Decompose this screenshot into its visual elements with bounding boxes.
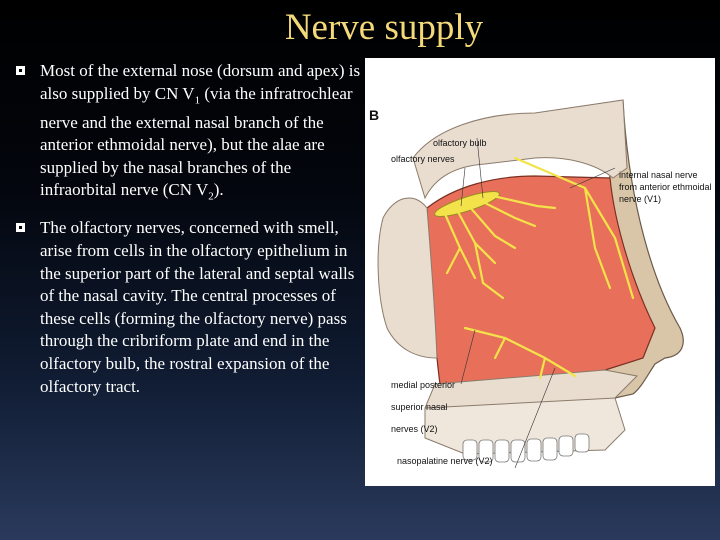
label-olfactory-bulb: olfactory bulb <box>433 138 487 148</box>
bullet-item-olfactory-nerves <box>14 217 366 398</box>
label-internal-nasal-line1: internal nasal nerve <box>619 170 698 180</box>
anatomy-illustration <box>365 58 715 486</box>
bullet-item-external-nose <box>14 60 366 208</box>
nasal-septum-nerve-figure <box>365 58 715 486</box>
square-bullet-icon <box>16 223 25 232</box>
label-internal-nasal-line2: from anterior ethmoidal <box>619 182 712 192</box>
label-medial-posterior-line1: medial posterior <box>391 380 456 390</box>
bullet-list <box>14 60 366 407</box>
bullet-text-external-nose: Most of the external nose (dorsum and apex) is also supplied by CN $V_1$ (via the infratrochlear nerve and the external nasal branch of the anterior ethmoidal nerve), but the alae are supplied by the nasal branches of the infraorbital nerve (CN $V_2$). <box>40 61 361 203</box>
square-bullet-icon <box>16 66 25 75</box>
label-medial-posterior-line2: superior nasal <box>391 402 448 412</box>
sphenoid-bone-region <box>378 198 437 358</box>
label-olfactory-nerves: olfactory nerves <box>391 154 455 164</box>
panel-letter: B <box>369 107 380 123</box>
bullet-text-olfactory-nerves: The olfactory nerves, concerned with smell, arise from cells in the olfactory epithelium in the superior part of the lateral and septal walls of the nasal cavity. The central processes of these cells (forming the olfactory nerve) pass through the cribriform plate and end in the olfactory bulb, the rostral expansion of the olfactory tract. <box>40 218 355 396</box>
label-nasopalatine: nasopalatine nerve (V2) <box>397 456 493 466</box>
label-medial-posterior-line3: nerves (V2) <box>391 424 438 434</box>
label-internal-nasal-line3: nerve (V1) <box>619 194 662 204</box>
slide-title: Nerve supply <box>284 7 484 48</box>
